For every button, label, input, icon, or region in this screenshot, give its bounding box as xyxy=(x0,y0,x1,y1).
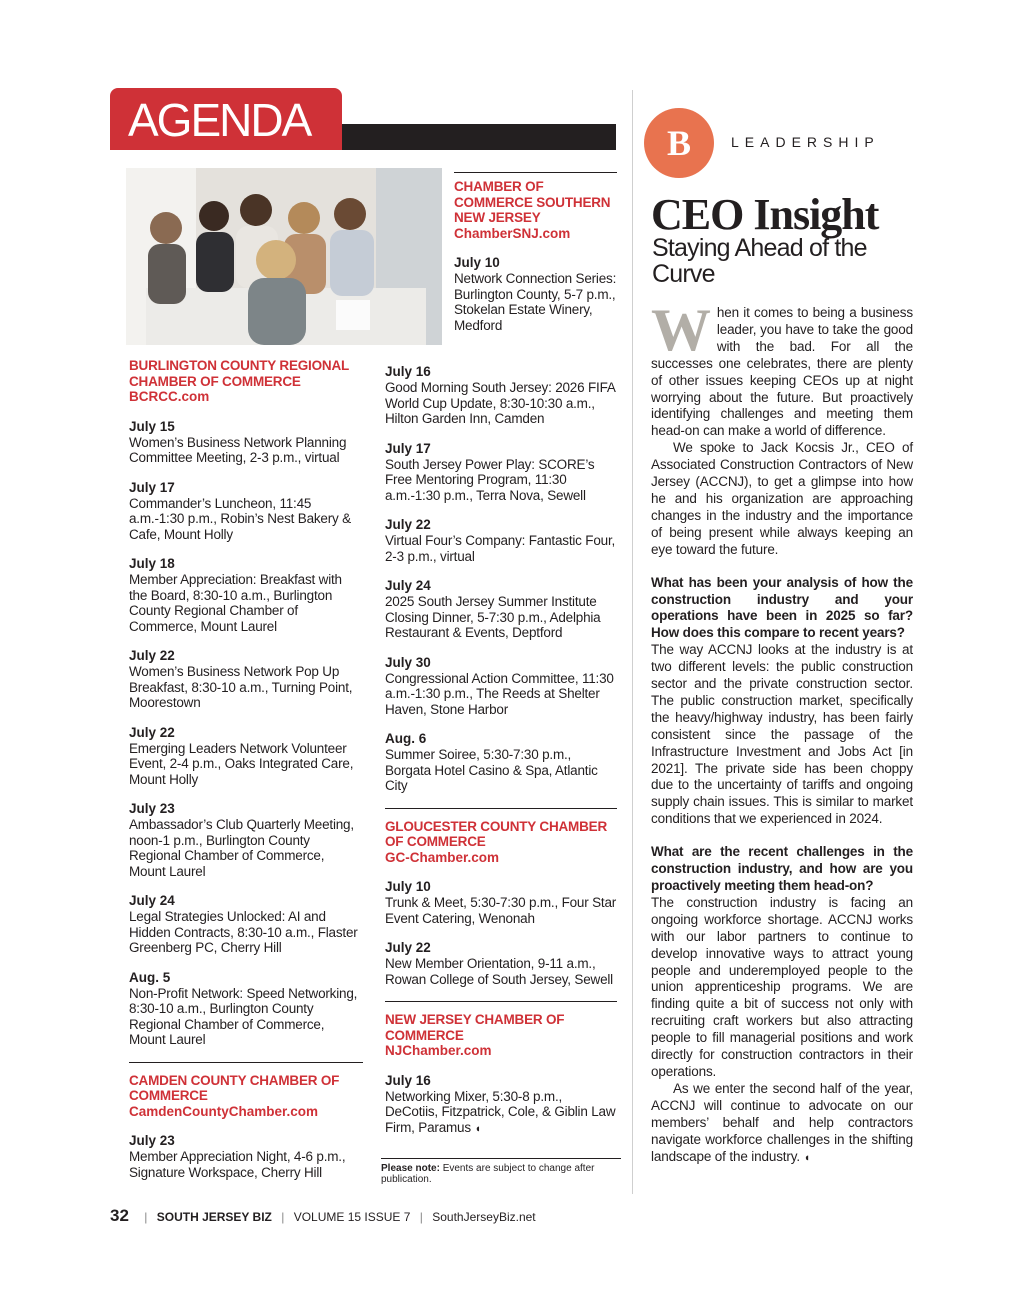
event-date: July 15 xyxy=(129,418,175,434)
event-desc: Trunk & Meet, 5:30-7:30 p.m., Four Star Event Catering, Wenonah xyxy=(385,895,617,926)
agenda-banner xyxy=(110,88,342,150)
event-item xyxy=(385,441,617,504)
article-paragraph xyxy=(651,297,913,440)
org-name-camden: CAMDEN COUNTY CHAMBER OF COMMERCE xyxy=(129,1072,340,1103)
section-badge-icon: B xyxy=(644,108,714,178)
event-desc: Commander’s Luncheon, 11:45 a.m.-1:30 p.m., Robin’s Nest Bakery & Cafe, Mount Holly xyxy=(129,495,351,542)
event-desc: Network Connection Series: Burlington County, 5-7 p.m., Stokelan Estate Winery, Medford xyxy=(454,271,617,333)
event-date: July 22 xyxy=(129,648,175,663)
article-headline: CEO Insight xyxy=(651,190,879,239)
event-item xyxy=(385,731,617,794)
event-item xyxy=(385,578,617,641)
event-desc: Non-Profit Network: Speed Networking, 8:30-10 a.m., Burlington County Regional Chamber of Commerce, Mount Laurel xyxy=(129,985,358,1047)
event-date: July 22 xyxy=(129,724,175,740)
event-date: Aug. 5 xyxy=(129,969,171,985)
event-date: July 10 xyxy=(454,255,500,270)
org-url-nj[interactable]: NJChamber.com xyxy=(385,1043,492,1058)
section-label: LEADERSHIP xyxy=(731,134,880,150)
interview-answer: The way ACCNJ looks at the industry is at two different levels: the public construction sector and the private construction sector. The public construction market, specifically the heavy/highway industry, has been fairly consistent since the passage of the Infrastructure Investment and Jobs Act [in 2021]. The private side has been choppy due to the uncertainty of tariffs and ongoing supply chain issues. This is similar to market conditions that we experienced in 2024. xyxy=(651,642,913,827)
article-body xyxy=(651,297,913,1166)
org-url-gloucester[interactable]: GC-Chamber.com xyxy=(385,849,500,865)
agenda-column-1 xyxy=(129,358,363,1180)
businesswomen-meeting-photo xyxy=(126,168,442,345)
publication-note xyxy=(381,1158,621,1185)
event-date: July 17 xyxy=(385,440,431,456)
event-date: July 16 xyxy=(385,1072,431,1088)
paragraph-text: As we enter the second half of the year, ACCNJ will continue to advocate on our members’ behalf and help contractors navigate workforce challenges in the shifting landscape of the industry. xyxy=(651,1080,913,1164)
end-mark-icon: ◖ xyxy=(803,1151,811,1164)
section-divider xyxy=(385,1001,617,1002)
event-desc xyxy=(385,1089,617,1138)
section-divider xyxy=(385,808,617,809)
event-desc: Legal Strategies Unlocked: AI and Hidden Contracts, 8:30-10 a.m., Flaster Greenberg PC, Cherry Hill xyxy=(129,909,358,955)
event-desc: Women’s Business Network Pop Up Breakfast, 8:30-10 a.m., Turning Point, Moorestown xyxy=(129,664,353,710)
event-item xyxy=(385,364,617,427)
event-item xyxy=(129,556,363,634)
event-date: July 24 xyxy=(385,578,431,593)
org-name-nj: NEW JERSEY CHAMBER OF COMMERCE xyxy=(385,1012,565,1043)
paragraph-text: hen it comes to being a business leader, you have to take the good with the bad. For all the successes one celebrates, there are plenty of other issues keeping CEOs up at night worrying about the future. But proactively identifying challenges and meeting them head-on can make a world of difference. xyxy=(651,305,913,439)
org-url-snj[interactable]: ChamberSNJ.com xyxy=(454,225,571,241)
event-date: Aug. 6 xyxy=(385,731,427,746)
note-label: Please note: xyxy=(381,1163,440,1174)
event-desc: 2025 South Jersey Summer Institute Closing Dinner, 5-7:30 p.m., Adelphia Restaurant & Events, Deptford xyxy=(385,594,601,640)
footer-separator: | xyxy=(281,1210,285,1224)
event-item xyxy=(129,419,363,466)
event-date: July 30 xyxy=(385,654,431,670)
event-item xyxy=(129,893,363,956)
interview-question: What are the recent challenges in the construction industry, and how are you proactively meeting them head-on? xyxy=(651,844,913,893)
event-item xyxy=(454,255,617,333)
event-date: July 18 xyxy=(129,556,175,571)
event-desc: Women’s Business Network Planning Committee Meeting, 2-3 p.m., virtual xyxy=(129,434,347,465)
volume-label: VOLUME 15 xyxy=(293,1210,362,1224)
event-desc: Summer Soiree, 5:30-7:30 p.m., Borgata Hotel Casino & Spa, Atlantic City xyxy=(385,747,598,793)
page-number: 32 xyxy=(110,1206,129,1225)
event-desc: Ambassador’s Club Quarterly Meeting, noon-1 p.m., Burlington County Regional Chamber of Commerce, Mount Laurel xyxy=(129,817,354,879)
interview-question: What has been your analysis of how the construction industry and your operations have been in 2025 so far? How does this compare to recent years? xyxy=(651,574,913,641)
event-desc: Member Appreciation: Breakfast with the Board, 8:30-10 a.m., Burlington County Regional Chamber of Commerce, Mount Laurel xyxy=(129,572,342,634)
interview-answer xyxy=(651,1081,913,1167)
event-date: July 22 xyxy=(385,940,431,955)
event-item xyxy=(385,879,617,926)
event-date: July 22 xyxy=(385,517,431,532)
event-desc: Emerging Leaders Network Volunteer Event, 2-4 p.m., Oaks Integrated Care, Mount Holly xyxy=(129,740,354,787)
event-date: July 16 xyxy=(385,364,431,379)
agenda-rule-bar xyxy=(342,124,616,150)
event-item xyxy=(129,801,363,879)
interview-answer: The construction industry is facing an ongoing workforce shortage. ACCNJ works with our labor partners to continue to develop innovative ways to attract young people and underemployed people to the union apprenticeship programs. We are finding quite a bit of success not only with recruiting craft workers but also attracting people to fill managerial positions and work directly for construction contractors in their operations. xyxy=(651,894,913,1079)
event-item xyxy=(129,1133,363,1180)
website-link[interactable]: SouthJerseyBiz.net xyxy=(432,1210,536,1224)
event-item xyxy=(129,648,363,711)
footer-separator: | xyxy=(419,1210,423,1224)
publication-name: SOUTH JERSEY BIZ xyxy=(156,1210,272,1224)
event-desc: New Member Orientation, 9-11 a.m., Rowan College of South Jersey, Sewell xyxy=(385,956,613,987)
section-divider xyxy=(129,1062,363,1063)
org-name-burlington: BURLINGTON COUNTY REGIONAL CHAMBER OF COMMERCE xyxy=(129,358,349,389)
event-item xyxy=(385,517,617,564)
org-url-burlington[interactable]: BCRCC.com xyxy=(129,389,210,404)
org-name-gloucester: GLOUCESTER COUNTY CHAMBER OF COMMERCE xyxy=(385,818,608,849)
section-divider xyxy=(454,172,617,173)
event-desc: Good Morning South Jersey: 2026 FIFA World Cup Update, 8:30-10:30 a.m., Hilton Garden Inn, Camden xyxy=(385,380,615,426)
event-item xyxy=(129,970,363,1048)
article-subhead: Staying Ahead of the Curve xyxy=(652,234,867,288)
event-date: July 23 xyxy=(129,801,175,816)
event-desc: Congressional Action Committee, 11:30 a.m.-1:30 p.m., The Reeds at Shelter Haven, Stone Harbor xyxy=(385,670,614,717)
column-divider xyxy=(632,90,633,1194)
event-item xyxy=(385,655,617,718)
event-item xyxy=(385,940,617,987)
event-date: July 24 xyxy=(129,893,175,908)
event-date: July 10 xyxy=(385,879,431,894)
page-footer xyxy=(110,1206,536,1226)
event-desc: Virtual Four’s Company: Fantastic Four, 2-3 p.m., virtual xyxy=(385,533,616,564)
photo-illustration xyxy=(126,168,442,345)
end-mark-icon: ◖ xyxy=(474,1122,481,1135)
agenda-title: AGENDA xyxy=(128,94,311,146)
org-name-snj: CHAMBER OF COMMERCE SOUTHERN NEW JERSEY xyxy=(454,179,611,225)
event-date: July 17 xyxy=(129,479,175,495)
event-desc-text: Networking Mixer, 5:30-8 p.m., DeCotiis, Fitzpatrick, Cole, & Giblin Law Firm, Paramus xyxy=(385,1088,616,1135)
note-text: Events are subject to change after publication. xyxy=(381,1163,595,1185)
drop-cap: W xyxy=(651,297,711,363)
org-url-camden[interactable]: CamdenCountyChamber.com xyxy=(129,1103,319,1119)
event-item xyxy=(129,480,363,543)
event-item xyxy=(129,725,363,788)
event-item xyxy=(385,1073,617,1138)
event-desc: South Jersey Power Play: SCORE’s Free Mentoring Program, 11:30 a.m.-1:30 p.m., Terra Nova, Sewell xyxy=(385,456,595,503)
issue-label: ISSUE 7 xyxy=(364,1210,411,1224)
event-desc: Member Appreciation Night, 4-6 p.m., Signature Workspace, Cherry Hill xyxy=(129,1149,346,1180)
agenda-column-2 xyxy=(385,350,617,1137)
footer-separator: | xyxy=(144,1210,148,1224)
article-paragraph: We spoke to Jack Kocsis Jr., CEO of Associated Construction Contractors of New Jersey (ACCNJ), to get a glimpse into how he and his organization are approaching changes in the industry and the importance of being present while always keeping an eye toward the future. xyxy=(651,440,913,557)
agenda-column-2-top xyxy=(454,172,617,333)
event-date: July 23 xyxy=(129,1133,175,1148)
